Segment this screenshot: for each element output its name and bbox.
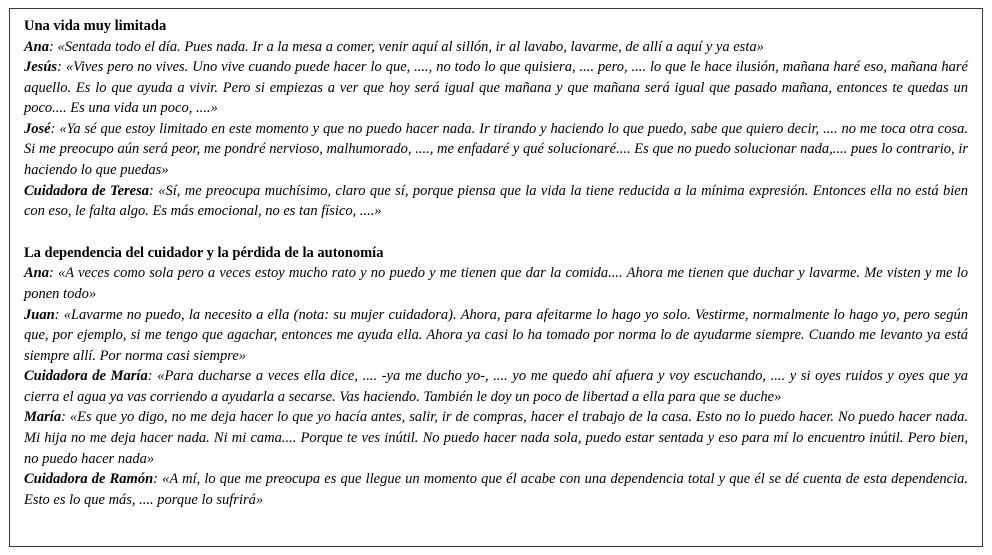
quote-paragraph xyxy=(24,181,968,222)
quote-text: «Para ducharse a veces ella dice, .... -ya me ducho yo-, .... yo me quedo ahí afuera y voy escuchando, .... y si oyes ruidos y oyes que ya cierra el agua ya vas corriendo a ayudarla a secarse. Vas haciendo. También le doy un poco de libertad a ella para que se duche» xyxy=(24,368,968,405)
quote-text: «Lavarme no puedo, la necesito a ella (nota: su mujer cuidadora). Ahora, para afeitarme lo hago yo solo. Vestirme, normalmente lo hago yo, pero según que, por ejemplo, si me tengo que agachar, entonces me ayuda ella. Ahora ya casi lo ha tomado por norma lo de ayudarme siempre. Cuando me levanto ya está siempre allí. Por norma casi siempre» xyxy=(24,306,968,364)
section-heading: Una vida muy limitada xyxy=(24,18,167,34)
speaker-name: Ana xyxy=(24,38,49,55)
quote-separator: : xyxy=(153,471,163,488)
quote-separator: : xyxy=(54,306,64,323)
quotes-box xyxy=(9,8,983,547)
speaker-name: Cuidadora de María xyxy=(24,368,148,385)
speaker-name: Cuidadora de Ramón xyxy=(24,471,154,488)
quote-separator: : xyxy=(49,265,59,282)
quote-paragraph xyxy=(24,469,968,510)
quote-separator: : xyxy=(57,59,66,76)
section-heading: La dependencia del cuidador y la pérdida de la autonomía xyxy=(24,244,384,261)
quote-paragraph xyxy=(24,57,968,119)
quote-separator: : xyxy=(49,38,58,55)
quote-text: «Sí, me preocupa muchísimo, claro que sí, porque piensa que la vida la tiene reducida a la mínima expresión. Entonces ella no está bien con eso, le falta algo. Es más emocional, no es tan físico, ....» xyxy=(24,182,968,220)
quote-paragraph xyxy=(24,407,968,469)
speaker-name: Jesús xyxy=(24,59,58,76)
speaker-name: Ana xyxy=(24,265,49,282)
quote-separator: : xyxy=(149,182,159,199)
quote-paragraph xyxy=(24,37,968,58)
quote-paragraph xyxy=(24,263,968,304)
speaker-name: José xyxy=(24,120,51,137)
speaker-name: Cuidadora de Teresa xyxy=(24,182,150,199)
quote-paragraph xyxy=(24,366,968,407)
quote-text: «Es que yo digo, no me deja hacer lo que yo hacía antes, salir, ir de compras, hacer el trabajo de la casa. Esto no lo puedo hacer. No puedo hacer nada. Mi hija no me deja hacer nada. Ni mi cama.... Porque te ves inútil. No puedo hacer nada sola, puedo estar sentada y eso para mí lo encuentro inútil. Pero bien, no puedo hacer nada» xyxy=(24,409,968,467)
quote-separator: : xyxy=(147,368,158,385)
quote-text: «A veces como sola pero a veces estoy mucho rato y no puedo y me tienen que dar la comida.... Ahora me tienen que duchar y lavarme. Me visten y me lo ponen todo» xyxy=(24,265,968,302)
quote-separator: : xyxy=(61,409,70,426)
speaker-name: María xyxy=(24,409,62,426)
quote-paragraph xyxy=(24,119,968,181)
quote-text: «Vives pero no vives. Uno vive cuando puede hacer lo que, ...., no todo lo que quisiera, .... pero, .... lo que le hace ilusión, mañana haré eso, mañana haré aquello. Es lo que ayuda a vivir. Pero si empiezas a ver que hoy será igual que mañana y que mañana será igual que pasado mañana, entonces te quedas un poco.... Es una vida un poco, ....» xyxy=(24,59,968,117)
quote-text: «Ya sé que estoy limitado en este momento y que no puedo hacer nada. Ir tirando y haciendo lo que puedo, sabe que quiero decir, .... no me toca otra cosa. Si me preocupo aún será peor, me pondré nervioso, malhumorado, ...., me enfadaré y qué solucionaré.... Es que no puedo solucionar nada,.... pues lo contrario, ir haciendo lo que puedas» xyxy=(24,120,968,179)
quote-text: «Sentada todo el día. Pues nada. Ir a la mesa a comer, venir aquí al sillón, ir al lavabo, lavarme, de allí a aquí y ya esta» xyxy=(57,38,764,55)
quote-paragraph xyxy=(24,305,968,367)
quote-separator: : xyxy=(50,120,60,137)
speaker-name: Juan xyxy=(24,306,55,323)
quote-text: «A mí, lo que me preocupa es que llegue un momento que él acabe con una dependencia total y que él se dé cuenta de esta dependencia. Esto es lo que más, .... porque lo sufrirá» xyxy=(24,471,968,508)
